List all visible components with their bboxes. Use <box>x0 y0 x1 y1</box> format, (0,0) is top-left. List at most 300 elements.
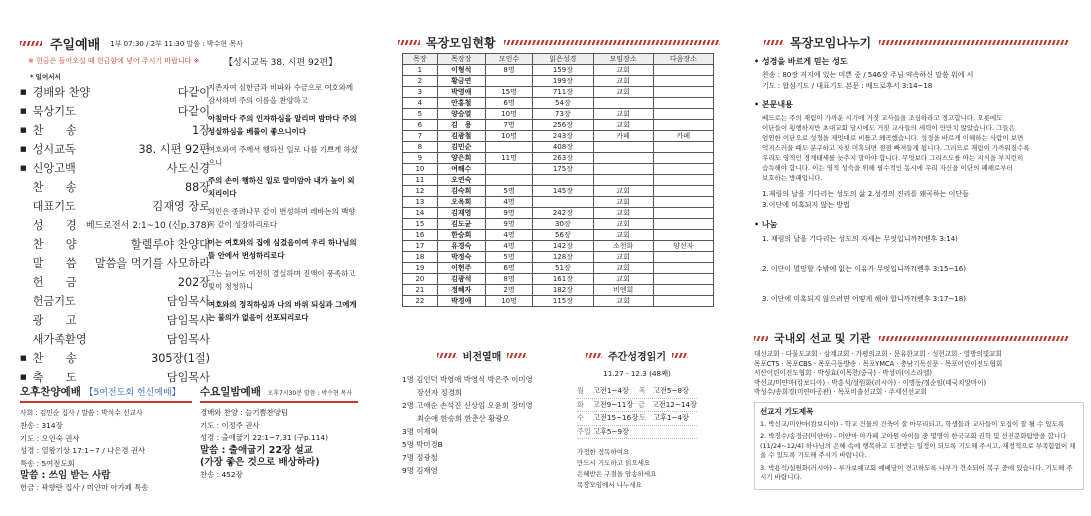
order-row <box>20 348 210 367</box>
order-item-label: 신앙고백 <box>32 161 76 175</box>
bible-day-row <box>577 385 697 399</box>
prayer-title: 선교지 기도제목 <box>760 406 814 416</box>
wednesday-sub: 오후7시30분 말씀 : 박수현 목사 <box>267 390 353 397</box>
order-row <box>20 215 210 234</box>
bullet-icon: ■ <box>20 144 27 153</box>
share-header <box>764 34 1069 51</box>
order-list <box>20 82 210 386</box>
share-line: 기도 : 합심기도 / 대표기도 본문 : 베드로후서 3:14~18 <box>762 81 933 90</box>
table-cell: 13 <box>403 197 438 208</box>
table-cell: 14 <box>403 208 438 219</box>
service-line: 찬송 : 452장 <box>200 469 243 479</box>
share-content <box>754 113 1084 183</box>
order-left <box>20 331 87 347</box>
share-line: 보호하는 방패입니다. <box>762 174 823 182</box>
table-cell <box>653 285 713 296</box>
order-row <box>20 120 210 139</box>
table-cell: 10명 <box>485 109 533 120</box>
order-left <box>20 122 77 138</box>
table-cell: 교회 <box>593 120 653 131</box>
share-hymn <box>754 70 1084 91</box>
fasting-line: 3명 이재혁 <box>402 427 438 436</box>
table-cell: 교회 <box>593 76 653 87</box>
order-item-value: 담임목사 <box>166 313 210 327</box>
table-cell <box>653 186 713 197</box>
afternoon-leader: 사회 : 김민순 집사 / 말씀 : 박석수 선교사 <box>20 409 143 417</box>
psalm-verse: 의인은 종려나무 같이 번성하며 레바논의 백향목 같이 성장하리로다 <box>208 207 356 229</box>
table-cell: 교회 <box>593 296 653 307</box>
share-line: 억지스러울 때도 분구하고 자칫 미혹되면 점점 빠져들게 됩니다. 그러므로 재림이 가까워질수록 <box>762 144 1030 152</box>
table-cell <box>485 175 533 186</box>
table-cell <box>653 208 713 219</box>
share-line: 1.재림의 날을 기다리는 성도의 삶 2.성경의 진리를 왜곡하는 이단들 <box>762 190 969 198</box>
table-cell <box>653 230 713 241</box>
bible-motto-line: 가정한 정독하여요 <box>577 448 630 456</box>
table-cell <box>653 252 713 263</box>
table-cell: 2 <box>403 76 438 87</box>
service-line: 말씀 : 출애굽기 22장 설교 <box>200 444 313 456</box>
share-heading-3: • 나눔 <box>754 220 778 229</box>
table-cell: 교회 <box>593 263 653 274</box>
table-cell: 4명 <box>485 241 533 252</box>
table-cell <box>653 153 713 164</box>
psalm-verse: 그는 늙어도 여전히 결실하며 진액이 풍족하고 빛이 청청하니 <box>208 269 356 291</box>
order-item-label: 말 씀 <box>32 256 77 270</box>
table-cell: 9명 <box>485 219 533 230</box>
table-cell: 5명 <box>485 186 533 197</box>
order-item-value: 김재영 장로 <box>152 199 210 213</box>
table-cell: 128장 <box>533 252 593 263</box>
service-line: 헌금 : 곽향란 집사 / 미얀마 아가페 특송 <box>20 483 149 492</box>
bullet-icon: ■ <box>20 372 27 381</box>
order-item-value: 담임목사 <box>166 332 210 346</box>
service-line: 찬송 : 314장 <box>20 421 63 430</box>
order-row <box>20 272 210 291</box>
order-item-value: 305장(1절) <box>151 351 210 365</box>
table-cell <box>485 164 533 175</box>
cell-table-header <box>403 54 714 65</box>
table-cell: 11 <box>403 175 438 186</box>
cell-table <box>402 53 714 307</box>
afternoon-section <box>20 384 192 495</box>
table-cell: 182장 <box>533 285 593 296</box>
prayer-item: 1. 박선교/미얀마(캄보디아) - 학교 건물의 건축이 잘 마무리되고, 학생들과 교사들이 모집이 잘 될 수 있도록 <box>760 419 1065 428</box>
order-left <box>20 84 90 100</box>
table-cell <box>653 219 713 230</box>
table-cell: 박정숙 <box>437 252 485 263</box>
fasting-line: 5명 박미경B <box>402 440 443 449</box>
table-cell: 교회 <box>593 274 653 285</box>
table-cell: 교회 <box>593 208 653 219</box>
share-line: 찬송 : 80장 저지에 있는 미쁜 중 / 546장 주님 약속하신 말씀 위에 서 <box>762 71 974 79</box>
table-row <box>403 87 714 98</box>
table-row <box>403 120 714 131</box>
table-cell: 교회 <box>593 65 653 76</box>
table-cell <box>533 175 593 186</box>
order-row <box>20 196 210 215</box>
fasting-section <box>402 348 562 477</box>
table-cell: 김재영 <box>437 208 485 219</box>
order-item-value: 사도신경 <box>166 161 210 175</box>
order-item-label: 찬 송 <box>32 351 77 365</box>
prayer-item: 2. 박정수/송정금(미얀마) - 미얀마 아가페 고아원 아이들 중 몇명이 한국교회 권학 및 선진문화탐방을 합니다 (11/24~12/4) 하나님의 은혜 속에 행복하고 도전받는 일정이 되도록 기도해 주시고, 재정적으로 부족함없이 채울 수 있도록 기도해 주시기 바랍니다. <box>760 432 1076 459</box>
bullet-icon: ■ <box>20 87 27 96</box>
table-cell: 비엔회 <box>593 285 653 296</box>
share-body <box>754 56 1084 324</box>
table-cell: 3 <box>403 87 438 98</box>
table-row <box>403 230 714 241</box>
table-cell: 19 <box>403 263 438 274</box>
psalm-verse: 여호와여 주께서 행하신 일로 나를 기쁘게 하셨으니 <box>208 145 358 167</box>
order-item-label: 성시교독 <box>32 142 76 156</box>
table-cell: 263장 <box>533 153 593 164</box>
table-cell: 145장 <box>533 186 593 197</box>
bullet-icon: ■ <box>20 353 27 362</box>
table-cell: 교회 <box>593 230 653 241</box>
order-left <box>20 179 77 195</box>
bible-motto-line: 만드시 기도하고 읽으세요 <box>577 459 651 467</box>
table-row <box>403 142 714 153</box>
order-item-value: 202장 <box>177 275 210 289</box>
bible-chapter: 고전9~11장 <box>592 399 634 409</box>
table-cell <box>653 87 713 98</box>
table-cell: 115장 <box>533 296 593 307</box>
cell-title: 목장모임현황 <box>426 36 496 50</box>
stand-note: * 일어서서 <box>30 73 61 81</box>
table-row <box>403 208 714 219</box>
order-left <box>20 160 76 176</box>
bible-day: 월 <box>577 386 584 395</box>
cell-header <box>398 34 720 51</box>
worship-panel <box>0 0 362 516</box>
table-cell: 김도균 <box>437 219 485 230</box>
order-left <box>20 103 76 119</box>
order-item-label: 헌 금 <box>32 275 77 289</box>
table-cell: 256장 <box>533 120 593 131</box>
table-cell: 10 <box>403 164 438 175</box>
table-cell: 16 <box>403 230 438 241</box>
table-cell <box>593 142 653 153</box>
order-left <box>20 274 77 290</box>
bullet-icon: ■ <box>20 163 27 172</box>
offering-notice: ※ 헌금은 들어오실 때 헌금함에 넣어 주시기 바랍니다 ※ <box>28 57 200 65</box>
order-item-value: 담임목사 <box>166 294 210 308</box>
bible-day: 화 <box>577 399 584 409</box>
share-title: 목장모임나누기 <box>790 36 872 50</box>
table-cell: 18 <box>403 252 438 263</box>
order-item-value: 38. 시편 92편 <box>138 142 210 156</box>
order-left <box>20 217 77 233</box>
table-cell: 소천화 <box>593 241 653 252</box>
table-cell: 한승희 <box>437 230 485 241</box>
service-line: (가장 좋은 것으로 배상하라) <box>200 456 320 468</box>
table-header-cell: 모인수 <box>485 54 533 65</box>
table-row <box>403 186 714 197</box>
afternoon-title: 오후찬양예배 <box>20 386 81 398</box>
table-cell: 9 <box>403 153 438 164</box>
order-item-label: 경배와 찬양 <box>32 85 91 99</box>
fasting-line: 최순애 한승희 한춘산 황광오 <box>402 414 510 423</box>
bible-chapter: 고전12~14장 <box>651 399 697 409</box>
bible-title: 주간성경읽기 <box>608 352 666 363</box>
header-hatch <box>754 336 768 341</box>
table-cell: 10명 <box>485 296 533 307</box>
afternoon-lines <box>20 420 192 495</box>
table-cell: 242장 <box>533 208 593 219</box>
service-line: 경배와 찬양 : 늘기쁨찬양팀 <box>200 408 289 417</box>
fasting-line: 9명 김재영 <box>402 466 438 475</box>
table-cell: 7명 <box>485 120 533 131</box>
table-row <box>403 131 714 142</box>
table-cell: 243장 <box>533 131 593 142</box>
table-row <box>403 263 714 274</box>
order-item-value: 베드로전서 2:1~10 (신p.378) <box>85 221 210 231</box>
order-row <box>20 329 210 348</box>
table-cell <box>653 120 713 131</box>
bible-header <box>577 348 697 363</box>
fasting-title: 비전열매 <box>462 352 502 363</box>
bible-days <box>577 385 697 439</box>
table-cell: 2명 <box>485 285 533 296</box>
order-item-value: 1장 <box>192 123 210 137</box>
table-cell <box>593 153 653 164</box>
table-row <box>403 76 714 87</box>
table-cell: 711장 <box>533 87 593 98</box>
afternoon-header <box>20 384 192 403</box>
worship-title: 주일예배 <box>50 38 101 53</box>
order-item-label: 새가족환영 <box>32 332 87 346</box>
table-row <box>403 197 714 208</box>
bible-motto-line: 은혜받은 구절을 암송하세요 <box>577 470 657 478</box>
service-line: 성경 : 열왕기상 17:1~7 / 나은경 권사 <box>20 446 146 455</box>
share-line: 대신교회 · 다물도교회 · 삼계교회 · 가평의교회 · 문유한교회 · 성현교회 · 열방의빛교회 <box>754 350 1002 358</box>
order-item-value: 88장 <box>184 180 210 194</box>
order-item-value: 할렐루야 찬양대 <box>130 237 210 251</box>
table-cell: 56장 <box>533 230 593 241</box>
bible-range: 11.27 - 12.3 (48째) <box>603 369 671 378</box>
table-cell: 카페 <box>593 131 653 142</box>
table-cell <box>653 109 713 120</box>
header-hatch <box>504 40 720 45</box>
table-cell <box>653 263 713 274</box>
mission-list <box>754 350 1084 398</box>
table-cell <box>593 175 653 186</box>
table-cell <box>653 175 713 186</box>
table-cell: 8명 <box>485 65 533 76</box>
service-line: 말씀 : 쓰임 받는 사람 <box>20 470 111 481</box>
order-row <box>20 177 210 196</box>
bible-day: 금 <box>638 399 645 409</box>
table-cell: 12 <box>403 186 438 197</box>
table-cell: 175장 <box>533 164 593 175</box>
mission-title: 국내외 선교 및 기관 <box>774 332 871 345</box>
psalm-verse: 아침마다 주의 인자하심을 알리며 밤마다 주의 성실하심을 베풀이 좋으니이다 <box>208 114 357 136</box>
bible-chapter: 고전15~16장 <box>593 413 639 422</box>
order-left <box>20 198 76 214</box>
table-cell <box>485 142 533 153</box>
share-line: 이단들이 횡행하지만 초대교회 당시에도 거짓 교사들의 세력이 만만치 않았습니다. 그들은 <box>762 124 1015 132</box>
table-cell: 22 <box>403 296 438 307</box>
order-left <box>20 312 77 328</box>
table-cell: 양선자 <box>653 241 713 252</box>
header-hatch <box>398 40 420 45</box>
order-left <box>20 255 77 271</box>
table-cell <box>653 296 713 307</box>
table-cell: 여해수 <box>437 164 485 175</box>
table-header-cell: 모임장소 <box>593 54 653 65</box>
header-hatch <box>437 353 457 358</box>
table-cell: 4명 <box>485 197 533 208</box>
table-cell: 안홍철 <box>437 98 485 109</box>
share-panel <box>744 0 1091 516</box>
bible-day: 목 <box>639 386 646 395</box>
order-item-label: 찬 송 <box>32 123 77 137</box>
table-cell <box>593 98 653 109</box>
order-row <box>20 234 210 253</box>
bible-chapter: 고전1~4장 <box>593 386 629 395</box>
header-hatch <box>20 41 42 46</box>
table-row <box>403 153 714 164</box>
bible-day-row <box>577 412 697 426</box>
prayer-list <box>760 420 1078 483</box>
order-left <box>20 369 77 385</box>
order-row <box>20 139 210 158</box>
order-row <box>20 253 210 272</box>
table-cell: 6명 <box>485 263 533 274</box>
share-line: 목포CTS · 목포CBS · 목포극동방송 · 목포YMCA · 충남기독신문 · 목포어린이전도협회 <box>754 359 1003 368</box>
service-line: 기도 : 이정주 권사 <box>200 420 260 430</box>
table-cell: 양은희 <box>437 153 485 164</box>
table-cell: 15 <box>403 219 438 230</box>
header-hatch <box>507 353 527 358</box>
share-line: 3.이단에 미혹되지 않는 방법 <box>762 201 850 209</box>
header-hatch <box>672 353 688 358</box>
table-cell: 4 <box>403 98 438 109</box>
order-item-label: 찬 양 <box>32 237 77 251</box>
table-cell: 김숙희 <box>437 186 485 197</box>
order-left <box>20 293 76 309</box>
table-row <box>403 109 714 120</box>
table-cell: 박경애 <box>437 296 485 307</box>
table-header-cell: 목장장 <box>437 54 485 65</box>
order-left <box>20 236 77 252</box>
table-cell: 73장 <box>533 109 593 120</box>
wednesday-header <box>200 384 358 403</box>
table-cell: 오옥희 <box>437 197 485 208</box>
table-cell <box>485 76 533 87</box>
table-cell: 21 <box>403 285 438 296</box>
psalm-verse: 주의 손이 행하신 일로 말미암아 내가 높이 외치리이다 <box>208 176 355 198</box>
table-row <box>403 65 714 76</box>
table-cell: 1 <box>403 65 438 76</box>
table-cell: 20 <box>403 274 438 285</box>
share-line: 3. 이단에 미혹되지 않으려면 어떻게 해야 합니까?(벧후 3:17~18) <box>762 295 966 303</box>
table-cell: 박영애 <box>437 87 485 98</box>
table-cell: 김민순 <box>437 142 485 153</box>
order-item-label: 묵상기도 <box>32 104 76 118</box>
reading-label: 【성시교독 38. 시편 92편】 <box>224 58 338 68</box>
share-line: 2. 이단이 멸망할 수밖에 없는 이유가 무엇입니까?(벧후 3:15~16) <box>762 265 966 273</box>
header-hatch <box>879 336 1069 341</box>
table-cell: 4명 <box>485 230 533 241</box>
table-cell: 199장 <box>533 76 593 87</box>
table-cell <box>653 274 713 285</box>
wednesday-title: 수요일밤예배 <box>200 386 261 398</box>
share-line: 박성수/송희경(미얀마공관) · 목포비출선교회 · 주세선선교회 <box>754 388 927 396</box>
bible-day-row <box>577 426 697 440</box>
table-cell: 교회 <box>593 186 653 197</box>
order-row <box>20 82 210 101</box>
mission-section <box>754 330 1084 490</box>
fasting-header <box>402 348 562 363</box>
table-cell: 10명 <box>485 131 533 142</box>
table-cell: 6 <box>403 120 438 131</box>
bible-day <box>639 426 653 439</box>
order-item-value: 말씀을 먹기를 사모하라 <box>94 256 210 270</box>
table-cell: 8 <box>403 142 438 153</box>
table-cell: 정혜자 <box>437 285 485 296</box>
prayer-item: 3. 박용석/설원화(러시아) - 루가보예교회 예배당이 견고하도록 나부가 견소되어 복구 중에 있습니다. 기도해 주시기 바랍니다. <box>760 463 1073 481</box>
table-cell: 11명 <box>485 153 533 164</box>
table-cell: 양승열 <box>437 109 485 120</box>
table-row <box>403 274 714 285</box>
table-cell <box>653 197 713 208</box>
table-cell <box>653 142 713 153</box>
table-cell <box>533 197 593 208</box>
table-cell: 5명 <box>485 252 533 263</box>
order-item-label: 축 도 <box>32 370 77 384</box>
table-row <box>403 241 714 252</box>
table-cell: 408장 <box>533 142 593 153</box>
bullet-icon: ■ <box>20 106 27 115</box>
mission-header <box>754 330 1084 346</box>
header-hatch <box>879 40 1069 45</box>
fasting-line: 장선자 정경희 <box>402 388 462 397</box>
table-cell: 54장 <box>533 98 593 109</box>
bible-motto-line: 목장모임에서 나누세요 <box>577 481 642 489</box>
table-cell: 카페 <box>653 131 713 142</box>
service-line: 성경 : 출애굽기 22:1~7,31 (구p.114) <box>200 433 329 442</box>
table-cell: 5 <box>403 109 438 120</box>
share-points <box>754 189 1084 211</box>
table-header-cell: 읽은성경 <box>533 54 593 65</box>
psalm-verse: 지존자여 심한금과 비파와 수금으로 여호와께 감사하며 주의 이름을 찬양하고 <box>208 83 354 105</box>
table-cell: 6명 <box>485 98 533 109</box>
table-cell: 17 <box>403 241 438 252</box>
service-line: 특송 : 5여전도회 <box>20 458 75 468</box>
bible-motto <box>577 447 697 491</box>
order-item-value: 담임목사 <box>166 370 210 384</box>
order-item-value: 다같이 <box>177 85 210 99</box>
header-hatch <box>764 40 784 45</box>
table-header-cell: 다음장소 <box>653 54 713 65</box>
table-cell: 30장 <box>533 219 593 230</box>
share-line: 습득해야 합니다. 이는 영적 성숙을 위해 필수적인 동시에 우리 자신을 이단의 폐해로부터 <box>762 164 1013 172</box>
fasting-line: 7명 정광철 <box>402 453 438 462</box>
table-cell: 159장 <box>533 65 593 76</box>
table-cell <box>653 98 713 109</box>
fasting-list <box>402 373 562 477</box>
table-row <box>403 175 714 186</box>
worship-time: 1부 07:30 / 2부 11:30 말씀 : 박수현 목사 <box>110 39 243 48</box>
table-cell: 김광석 <box>437 274 485 285</box>
header-hatch <box>586 353 602 358</box>
table-cell: 15명 <box>485 87 533 98</box>
share-questions <box>754 234 1084 304</box>
order-left <box>20 141 76 157</box>
table-cell: 교회 <box>593 252 653 263</box>
order-row <box>20 310 210 329</box>
